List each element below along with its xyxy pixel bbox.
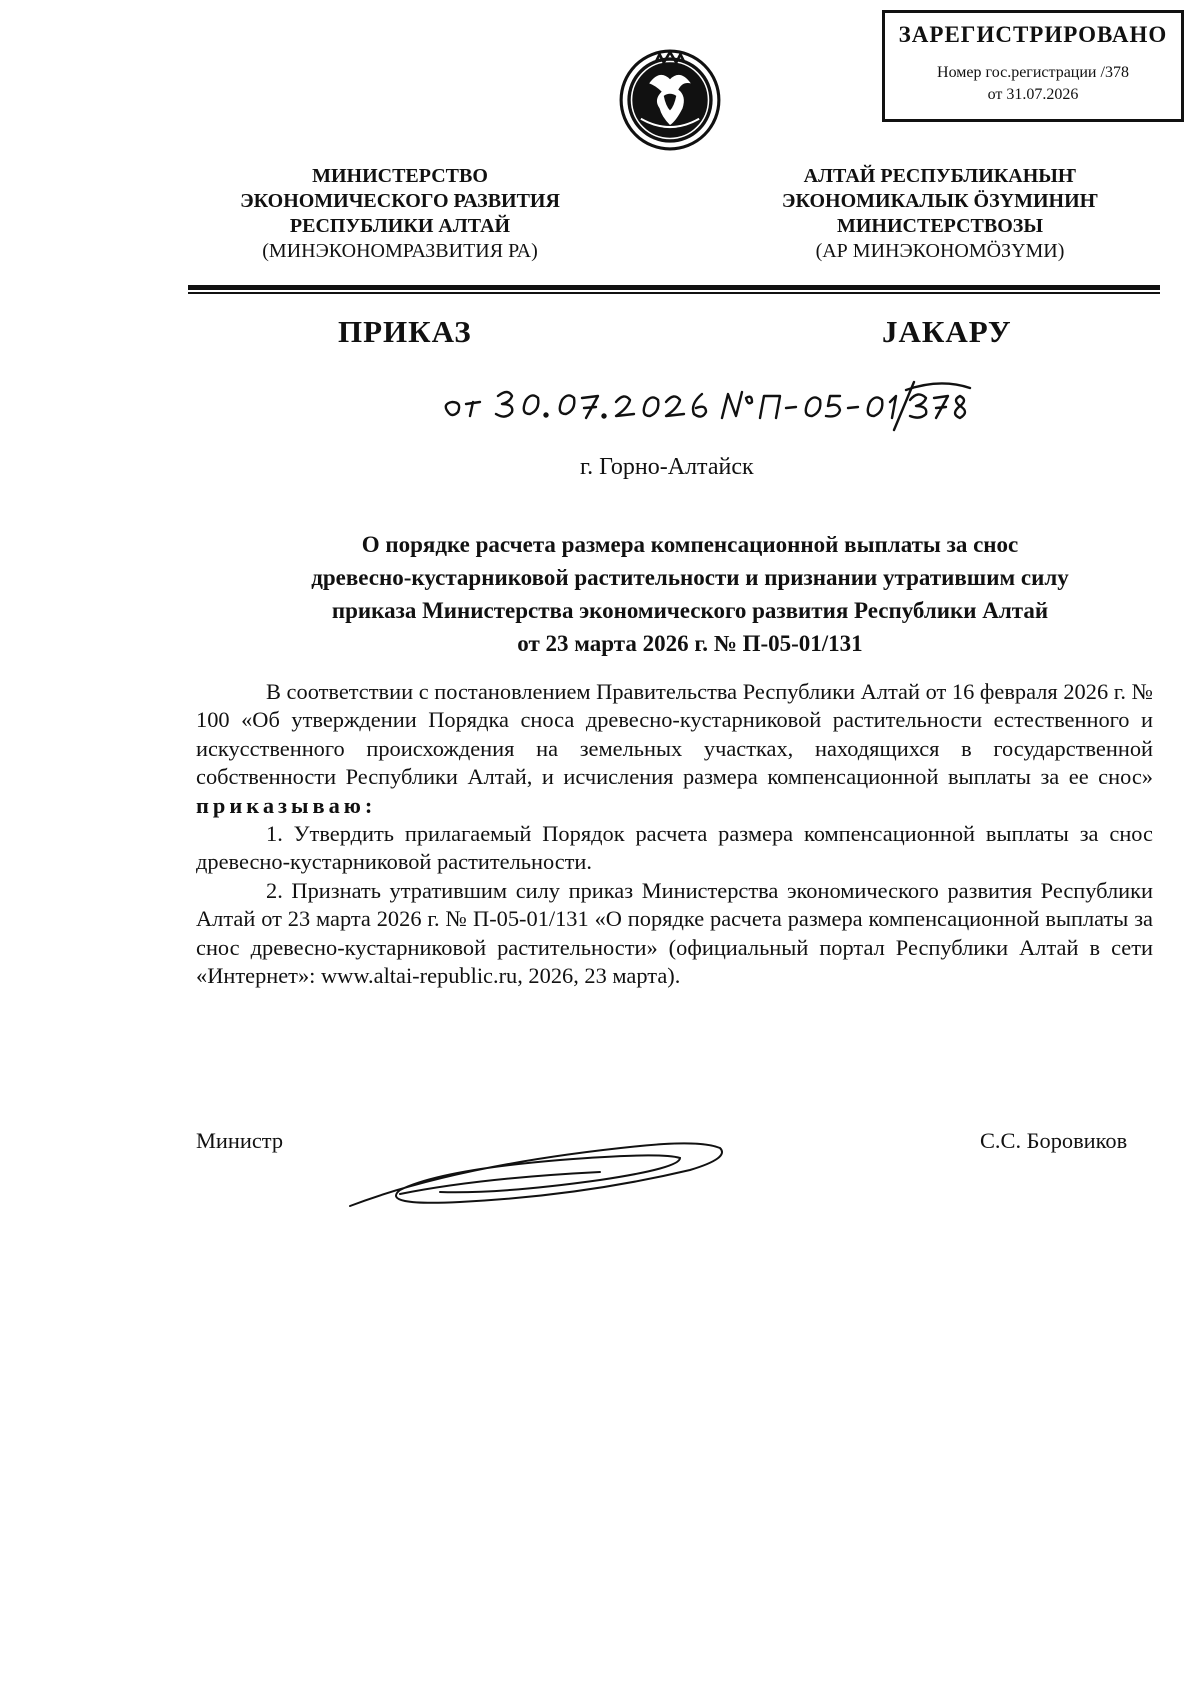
coat-of-arms-icon xyxy=(618,48,722,152)
title-line-1: О порядке расчета размера компенсационной выплаты за снос xyxy=(361,532,1019,557)
signatory-name: С.С. Боровиков xyxy=(980,1128,1128,1153)
order-title xyxy=(240,528,1140,660)
header-right-line1: АЛТАЙ РЕСПУБЛИКАНЫҤ xyxy=(803,165,1077,187)
ministry-header-altai xyxy=(750,164,1130,264)
signatory-position: Министр xyxy=(196,1128,284,1153)
title-line-2: древесно-кустарниковой растительности и признании утратившим силу xyxy=(311,565,1069,590)
header-right-line2: ЭКОНОМИКАЛЫК ÖЗҮМИНИҤ xyxy=(781,190,1099,212)
order-word-altai: JАКАРУ xyxy=(882,314,1012,349)
handwritten-date-number xyxy=(440,374,980,434)
header-divider-thick xyxy=(188,285,1160,290)
header-left-line1: МИНИСТЕРСТВО xyxy=(312,165,488,187)
preamble-paragraph xyxy=(196,678,1153,820)
order-word-russian: ПРИКАЗ xyxy=(338,314,472,349)
stamp-reg-date: от 31.07.2026 xyxy=(987,86,1079,103)
header-divider-thin xyxy=(188,292,1160,294)
order-body xyxy=(196,678,1153,990)
order-directive: приказываю: xyxy=(196,792,377,818)
stamp-reg-number: Номер гос.регистрации /378 xyxy=(937,64,1129,81)
item-2: 2. Признать утратившим силу приказ Министерства экономического развития Республики Алтай от 23 марта 2026 г. № П-05-01/131 «О порядке расчета размера компенсационной выплаты за снос древесно-кустарниковой растительности» (официальный портал Республики Алтай в сети «Интернет»: www.altai-republic.ru, 2026, 23 марта). xyxy=(196,877,1153,989)
stamp-title: ЗАРЕГИСТРИРОВАНО xyxy=(898,22,1168,47)
city-line: г. Горно-Алтайск xyxy=(580,454,754,480)
header-left-line4: (МИНЭКОНОМРАЗВИТИЯ РА) xyxy=(262,240,538,262)
title-line-3: приказа Министерства экономического развития Республики Алтай xyxy=(331,598,1049,623)
item-1: 1. Утвердить прилагаемый Порядок расчета размера компенсационной выплаты за снос древесно-кустарниковой растительности. xyxy=(196,821,1153,875)
header-left-line2: ЭКОНОМИЧЕСКОГО РАЗВИТИЯ xyxy=(240,190,560,212)
title-line-4: от 23 марта 2026 г. № П-05-01/131 xyxy=(517,631,863,656)
header-right-line4: (АР МИНЭКОНОМÖЗҮМИ) xyxy=(815,240,1065,262)
handwritten-signature xyxy=(340,1134,740,1214)
header-left-line3: РЕСПУБЛИКИ АЛТАЙ xyxy=(289,215,511,237)
header-right-line3: МИНИСТЕРСТВОЗЫ xyxy=(836,215,1043,237)
ministry-header-russian xyxy=(180,164,620,264)
registration-stamp xyxy=(882,10,1184,122)
preamble-text: В соответствии с постановлением Правительства Республики Алтай от 16 февраля 2026 г. № 100 «Об утверждении Порядка сноса древесно-кустарниковой растительности естественного и искусственного происхождения на земельных участках, находящихся в государственной собственности Республики Алтай, и исчисления размера компенсационной выплаты за ее снос» xyxy=(196,679,1153,790)
